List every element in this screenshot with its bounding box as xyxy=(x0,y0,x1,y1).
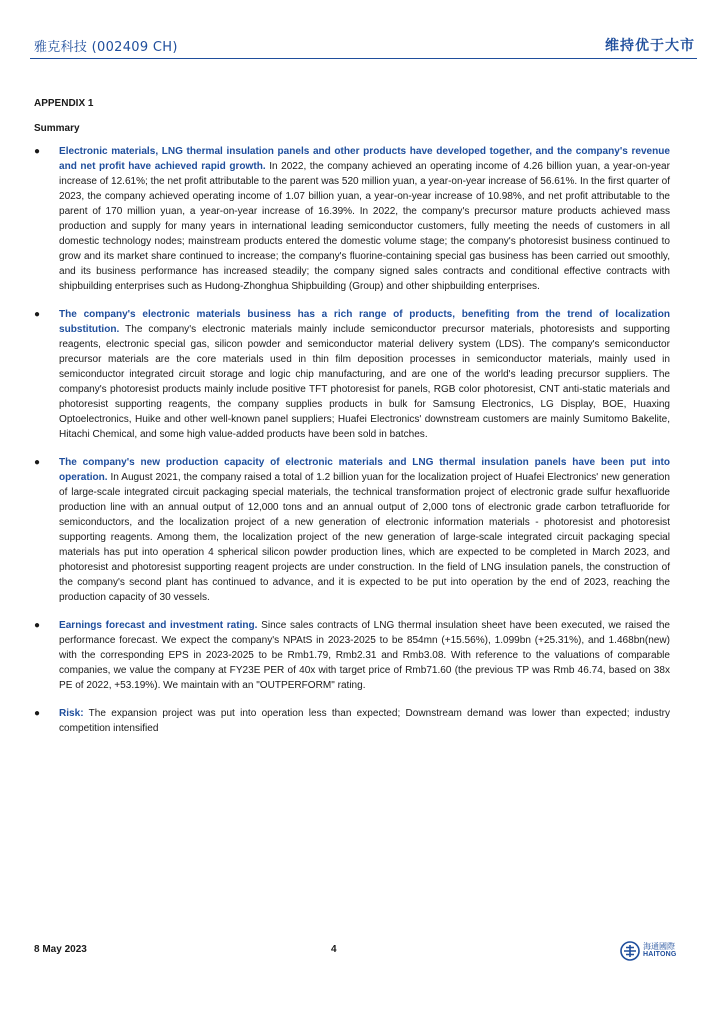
bullet-dot-icon: ● xyxy=(34,457,41,468)
bullet-new-capacity xyxy=(34,455,670,605)
bullet-dot-icon: ● xyxy=(34,620,41,631)
bullet-dot-icon: ● xyxy=(34,146,41,157)
bullet-lead: Earnings forecast and investment rating. xyxy=(59,620,258,631)
bullet-dot-icon: ● xyxy=(34,309,41,320)
logo-text-cn: 海通國際 xyxy=(643,942,675,951)
bullet-lead: The company's new production capacity of electronic materials and LNG thermal insulation panels have been put into operation. xyxy=(59,457,670,483)
bullet-lead: The company's electronic materials business has a rich range of products, benefiting from the trend of localization substitution. xyxy=(59,309,670,335)
report-company-ticker: 雅克科技 (002409 CH) xyxy=(34,40,178,55)
summary-bullet-list xyxy=(34,144,670,749)
report-date: 8 May 2023 xyxy=(34,944,87,955)
bullet-risk xyxy=(34,706,670,736)
bullet-dot-icon: ● xyxy=(34,708,41,719)
haitong-logo xyxy=(620,940,680,962)
rating-label: 维持优于大市 xyxy=(605,38,695,54)
summary-title: Summary xyxy=(34,123,80,134)
bullet-earnings-forecast xyxy=(34,618,670,693)
logo-text-en: HAITONG xyxy=(643,951,677,958)
bullet-lead: Electronic materials, LNG thermal insulation panels and other products have developed together, and the company's revenue and net profit have achieved rapid growth. xyxy=(59,146,670,172)
appendix-title: APPENDIX 1 xyxy=(34,98,94,109)
bullet-body: The company's electronic materials mainly include semiconductor precursor materials, photoresists and supporting reagents, electronic special gas, silicon powder and semiconductor material delivery system (LDS). The company's semiconductor precursor materials are the core materials used in thin film deposition processes in semiconductor materials, mainly used in semiconductor integrated circuit storage and logic chip manufacturing, and are one of the world's leading precursor suppliers. The company's photoresist products mainly include positive TFT photoresist for panels, RGB color photoresist, CNT anti-static materials and photoresist supporting reagents, the company supplies products in bulk for Samsung Electronics, LG Display, BOE, Huaxing Optoelectronics, Huike and other well-known panel suppliers; Huafei Electronics' downstream customers are mainly Sumitomo Bakelite, Hitachi Chemical, and some high value-added products have been sold in batches. xyxy=(59,324,670,440)
bullet-body: In 2022, the company achieved an operating income of 4.26 billion yuan, a year-on-year increase of 12.61%; the net profit attributable to the parent was 520 million yuan, a year-on-year increase of 56.61%. In the first quarter of 2023, the company achieved operating income of 1.07 billion yuan, a year-on-year increase of 10.98%, and net profit attributable to the parent of 170 million yuan, a year-on-year increase of 16.39%. In 2022, the company's precursor mature products achieved mass production and supply for many years in international leading semiconductor customers, fully meeting the needs of customers in all domestic technology nodes; mainstream products entered the domestic volume stage; the company's photoresist business continued to grow and its market share continued to increase; the company's fluorine-containing special gas business has been carried out smoothly, and its business performance has increased steadily; the company signed sales contracts and conditional effective contracts with shipbuilding enterprises such as Hudong-Zhonghua Shipbuilding (Group) and other shipbuilding enterprises. xyxy=(59,161,670,292)
page-number: 4 xyxy=(331,944,337,955)
haitong-logo-icon xyxy=(620,941,640,961)
header-divider xyxy=(30,58,697,59)
bullet-body: The expansion project was put into operation less than expected; Downstream demand was lower than expected; industry competition intensified xyxy=(59,708,670,734)
bullet-growth xyxy=(34,144,670,294)
bullet-electronic-materials xyxy=(34,307,670,442)
bullet-body: In August 2021, the company raised a total of 1.2 billion yuan for the localization project of Huafei Electronics' new generation of large-scale integrated circuit packaging special materials, the technical transformation project of electronic grade sulfur hexafluoride production line with an annual output of 12,000 tons and an annual output of 2,000 tons of electronic grade carbon tetrafluoride for semiconductors, and the localization project of a new generation of electronic information materials - photoresist and photoresist supporting reagents. Among them, the localization project of the new generation of large-scale integrated circuit packaging special materials has put into operation 4 spherical silicon powder production lines, which are expected to be completed in March 2023, and photoresist and photoresist supporting reagent projects are under construction. In the field of LNG insulation panels, the construction of the company's second plant has continued to advance, and it is expected to be put into operation by the end of 2023, reaching the production capacity of 30 vessels. xyxy=(59,472,670,603)
bullet-lead: Risk: xyxy=(59,708,84,719)
bullet-body: Since sales contracts of LNG thermal insulation sheet have been executed, we raised the performance forecast. We expect the company's NPAtS in 2023-2025 to be 854mn (+15.56%), 1.099bn (+25.31%), and 1.468bn(new) with the corresponding EPS in 2023-2025 to be Rmb1.79, Rmb2.31 and Rmb3.08. With reference to the valuations of comparable companies, we value the company at FY23E PER of 40x with target price of Rmb71.60 (the previous TP was Rmb 46.74, based on 38x PE of 2022, +53.19%). We maintain with an "OUTPERFORM" rating. xyxy=(59,620,670,691)
